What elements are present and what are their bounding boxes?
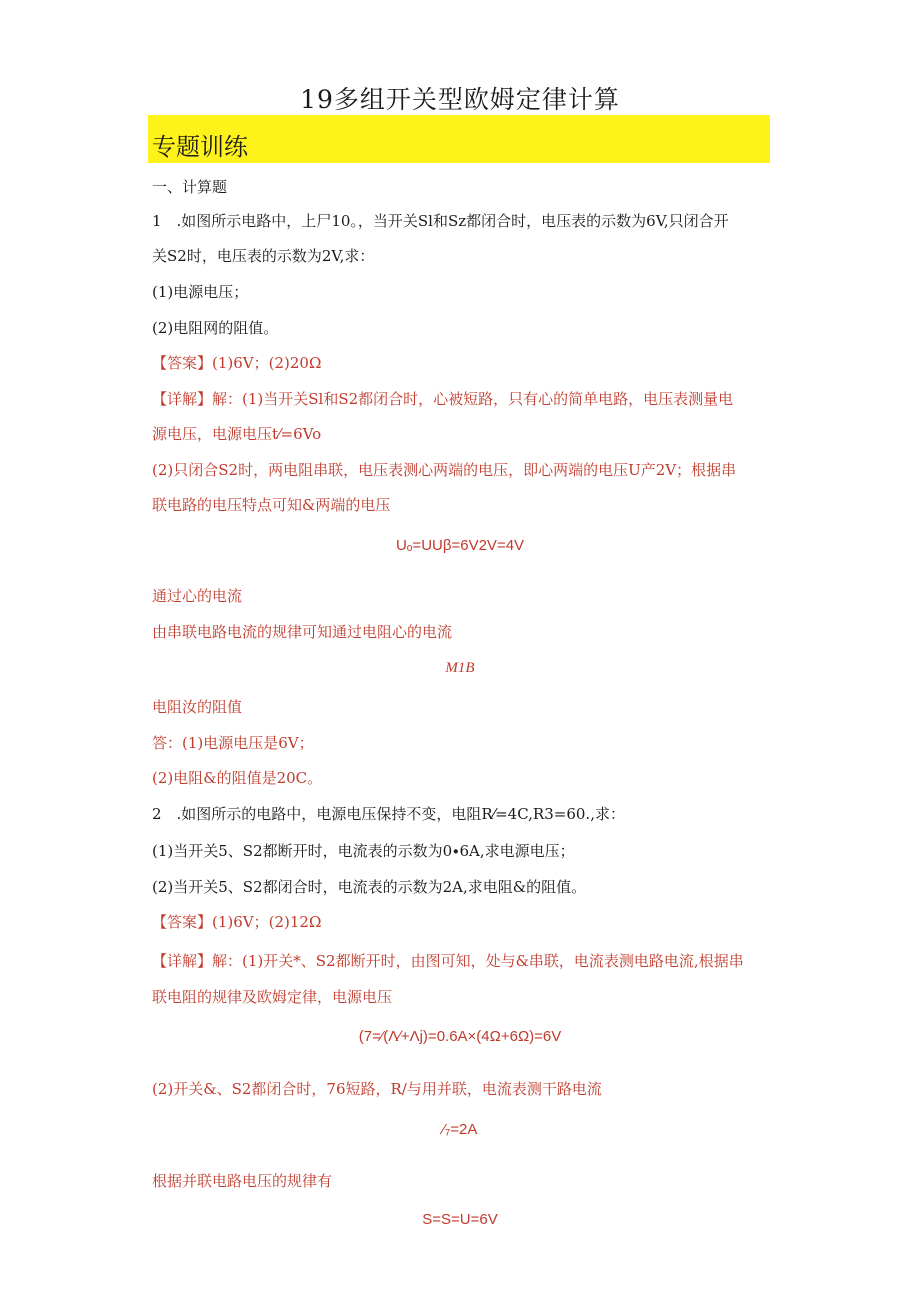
q2-detail1: 【详解】解：(1)开关*、S2都断开时，由图可知，处与&串联，电流表测电路电流,根据串 <box>152 952 744 970</box>
q2-answer: 【答案】(1)6V；(2)12Ω <box>152 913 322 931</box>
q1-detail1: 【详解】解：(1)当开关Sl和S2都闭合时，心被短路，只有心的简单电路，电压表测量电 <box>152 390 734 408</box>
q1-equation2: M1B <box>445 660 475 676</box>
banner-label: 专题训练 <box>152 133 248 161</box>
q1-equation1: Uₒ=UUβ=6V2V=4V <box>395 537 525 554</box>
q2-detail2: 联电阻的规律及欧姆定律，电源电压 <box>152 988 393 1006</box>
q1-final-answer1: 答：(1)电源电压是6V； <box>152 734 314 752</box>
q2-equation2: ⁄₇=2A <box>442 1121 478 1138</box>
q2-part2: (2)当开关5、S2都闭合时，电流表的示数为2A,求电阻&的阻值。 <box>152 878 587 896</box>
q1-detail2: 源电压，电源电压t⁄=6Vo <box>152 425 322 443</box>
q1-line2: 关S2时，电压表的示数为2V,求： <box>152 247 375 265</box>
q1-detail5: 通过心的电流 <box>152 587 243 605</box>
q1-answer: 【答案】(1)6V；(2)20Ω <box>152 354 322 372</box>
page-title: 19多组开关型欧姆定律计算 <box>300 85 620 114</box>
q1-final-answer2: (2)电阻&的阻值是20C。 <box>152 769 323 787</box>
q1-part2: (2)电阻网的阻值。 <box>152 319 279 337</box>
q2-equation1: (7=⁄(Λ∕+Λj)=0.6A×(4Ω+6Ω)=6V <box>358 1028 562 1045</box>
q1-detail4: 联电路的电压特点可知&两端的电压 <box>152 496 391 514</box>
q1-detail6: 由串联电路电流的规律可知通过电阻心的电流 <box>152 623 453 641</box>
q2-detail4: 根据并联电路电压的规律有 <box>152 1172 333 1190</box>
section-heading: 一、计算题 <box>152 178 228 196</box>
q1-detail3: (2)只闭合S2时，两电阻串联，电压表测心两端的电压，即心两端的电压U产2V；根据串 <box>152 461 737 479</box>
q1-line1: 1 .如图所示电路中，上尸10。，当开关Sl和Sz都闭合时，电压表的示数为6V,只闭合开 <box>152 212 729 230</box>
section-banner <box>148 115 770 163</box>
q1-part1: (1)电源电压； <box>152 283 249 301</box>
q2-line1: 2 .如图所示的电路中，电源电压保持不变，电阻R⁄=4C,R3=60.,求： <box>152 805 625 823</box>
q1-detail7: 电阻汝的阻值 <box>152 698 243 716</box>
q2-detail3: (2)开关&、S2都闭合时，76短路，R/与用并联，电流表测干路电流 <box>152 1080 602 1098</box>
q2-part1: (1)当开关5、S2都断开时，电流表的示数为0∙6A,求电源电压； <box>152 842 575 860</box>
q2-equation3: S=S=U=6V <box>422 1211 498 1228</box>
